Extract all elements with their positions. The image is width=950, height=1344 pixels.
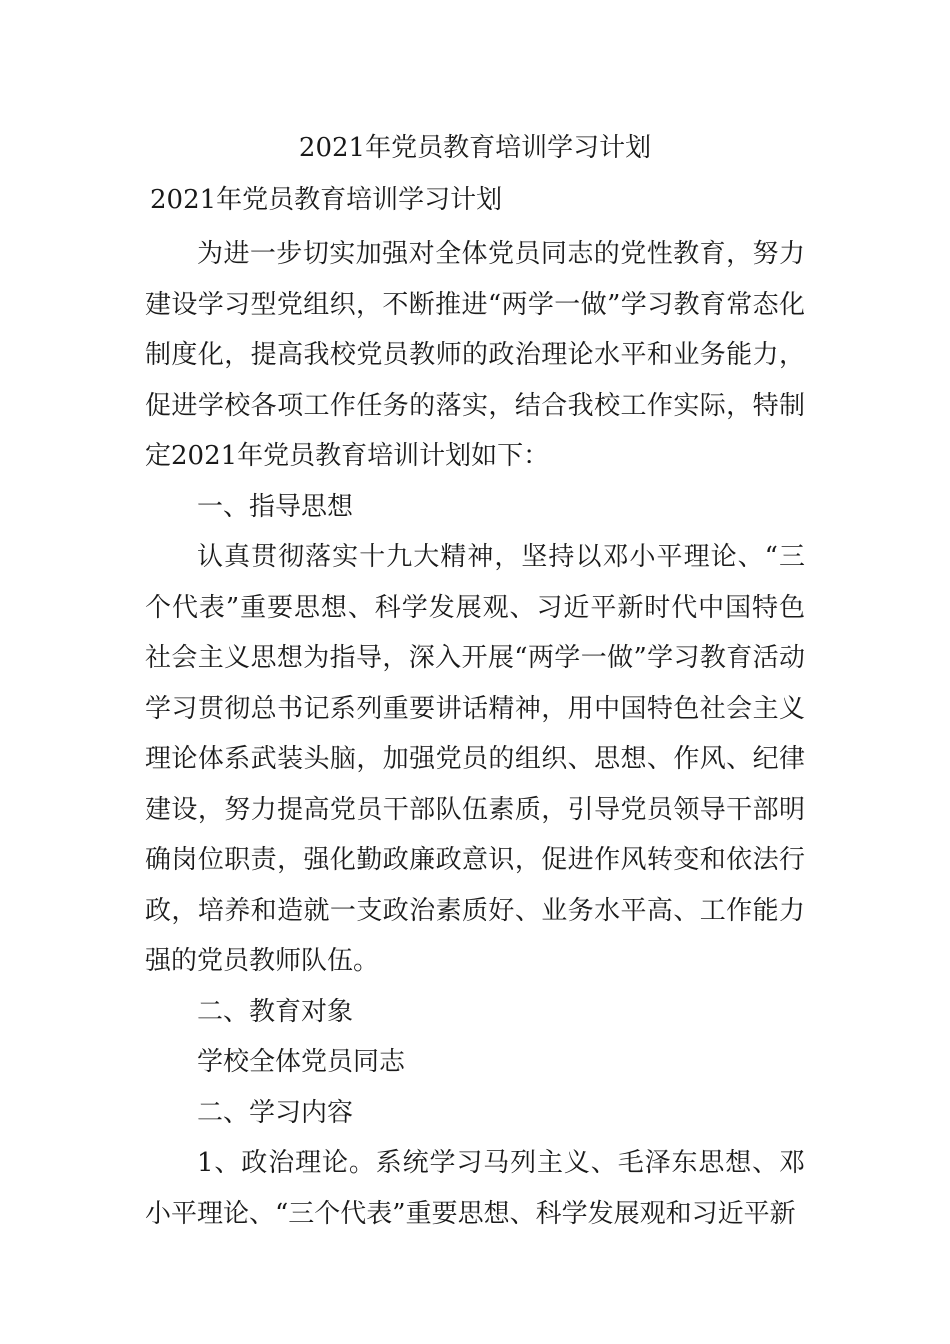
study-content-paragraph: 1、政治理论。系统学习马列主义、毛泽东思想、邓小平理论、“三个代表”重要思想、科学发展观和习近平新 [145, 1148, 805, 1229]
section-heading-education-target: 二、教育对象 [197, 996, 354, 1027]
education-target-paragraph: 学校全体党员同志 [197, 1047, 406, 1077]
document-body [145, 229, 805, 1239]
section-heading-study-content: 二、学习内容 [197, 1097, 354, 1128]
guiding-ideology-paragraph: 认真贯彻落实十九大精神，坚持以邓小平理论、“三个代表”重要思想、科学发展观、习近平新时代中国特色社会主义思想为指导，深入开展“两学一做”学习教育活动学习贯彻总书记系列重要讲话精神，用中国特色社会主义理论体系武装头脑，加强党员的组织、思想、作风、纪律建设，努力提高党员干部队伍素质，引导党员领导干部明确岗位职责，强化勤政廉政意识，促进作风转变和依法行政，培养和造就一支政治素质好、业务水平高、工作能力强的党员教师队伍。 [145, 542, 805, 976]
document-title: 2021年党员教育培训学习计划 [298, 133, 652, 163]
intro-paragraph: 为进一步切实加强对全体党员同志的党性教育，努力建设学习型党组织，不断推进“两学一做”学习教育常态化制度化，提高我校党员教师的政治理论水平和业务能力，促进学校各项工作任务的落实，结合我校工作实际，特制定2021年党员教育培训计划如下： [145, 239, 805, 471]
section-heading-guiding-ideology: 一、指导思想 [197, 491, 354, 522]
document-subtitle: 2021年党员教育培训学习计划 [150, 185, 503, 215]
